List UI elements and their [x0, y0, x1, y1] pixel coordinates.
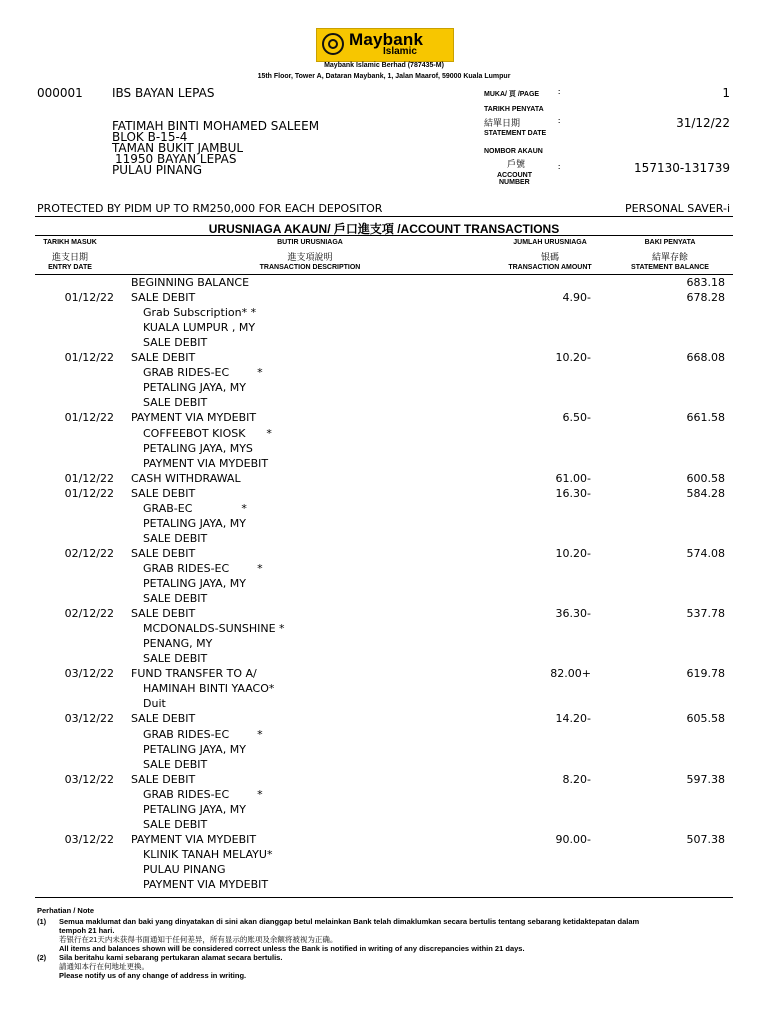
account-number-label-zh: 戶號: [507, 160, 526, 170]
description-cell: SALE DEBIT: [143, 817, 208, 831]
table-row: [0, 803, 768, 818]
page-value: 1: [722, 86, 730, 100]
description-cell: PETALING JAYA, MY: [143, 516, 246, 530]
entry-date-cell: 02/12/22: [64, 546, 114, 560]
note-line: All items and balances shown will be considered correct unless the Bank is notified in writing of any discrepancies within 21 days.: [59, 944, 525, 953]
description-cell: SALE DEBIT: [131, 291, 196, 305]
maybank-logo: [316, 28, 454, 62]
description-cell: SALE DEBIT: [131, 772, 196, 786]
description-cell: SALE DEBIT: [143, 757, 208, 771]
table-row: [0, 788, 768, 803]
description-cell: GRAB RIDES-EC *: [143, 727, 263, 741]
note-line: 若银行在21天内未获得书面通知于任何差异，所有显示的账项及余额将被视为正确。: [59, 935, 338, 944]
description-cell: PAYMENT VIA MYDEBIT: [143, 456, 269, 470]
table-row: [0, 517, 768, 532]
table-row: [0, 622, 768, 637]
entry-date-cell: 03/12/22: [64, 772, 114, 786]
description-cell: SALE DEBIT: [143, 592, 208, 606]
description-cell: BEGINNING BALANCE: [131, 276, 250, 289]
description-cell: PULAU PINANG: [143, 862, 226, 876]
amount-cell: 10.20-: [555, 546, 591, 560]
branch-name: IBS BAYAN LEPAS: [112, 86, 215, 100]
balance-cell: 537.78: [686, 607, 725, 621]
page-label: MUKA/ 頁 /PAGE: [484, 91, 540, 98]
table-row: [0, 306, 768, 321]
description-cell: SALE DEBIT: [143, 396, 208, 410]
customer-address: [112, 121, 319, 176]
table-row: [0, 547, 768, 562]
note-line: 請通知本行在何地址更換。: [59, 962, 149, 971]
description-cell: PAYMENT VIA MYDEBIT: [131, 832, 257, 846]
divider: [35, 274, 733, 275]
table-row: [0, 487, 768, 502]
balance-cell: 600.58: [686, 471, 725, 485]
entry-date-cell: 01/12/22: [64, 351, 114, 365]
balance-cell: 507.38: [686, 832, 725, 846]
column-header-ms: TARIKH MASUK: [43, 239, 97, 246]
table-row: [0, 381, 768, 396]
balance-cell: 661.58: [686, 411, 725, 425]
table-row: [0, 411, 768, 426]
product-name: PERSONAL SAVER-i: [625, 202, 730, 215]
balance-cell: 605.58: [686, 712, 725, 726]
description-cell: SALE DEBIT: [131, 712, 196, 726]
amount-cell: 16.30-: [555, 486, 591, 500]
table-row: [0, 682, 768, 697]
entry-date-cell: 02/12/22: [64, 607, 114, 621]
tiger-logo-icon: [322, 33, 344, 55]
table-row: [0, 562, 768, 577]
section-title: URUSNIAGA AKAUN/ 戶口進支項 /ACCOUNT TRANSACTIONS: [208, 222, 560, 236]
table-row: [0, 758, 768, 773]
entry-date-cell: 01/12/22: [64, 486, 114, 500]
balance-cell: 668.08: [686, 351, 725, 365]
amount-cell: 14.20-: [555, 712, 591, 726]
table-row: [0, 637, 768, 652]
statement-date-label-zh: 結單日期: [484, 119, 521, 129]
entry-date-cell: 01/12/22: [64, 411, 114, 425]
description-cell: Duit: [143, 697, 166, 711]
description-cell: GRAB-EC *: [143, 501, 247, 515]
table-row: [0, 848, 768, 863]
description-cell: MCDONALDS-SUNSHINE *: [143, 622, 285, 636]
balance-cell: 678.28: [686, 291, 725, 305]
balance-cell: 619.78: [686, 667, 725, 681]
table-row: [0, 427, 768, 442]
amount-cell: 10.20-: [555, 351, 591, 365]
column-header-en: ENTRY DATE: [48, 264, 92, 271]
description-cell: Grab Subscription* *: [143, 306, 257, 320]
column-header-en: STATEMENT BALANCE: [631, 264, 709, 271]
description-cell: CASH WITHDRAWAL: [131, 471, 241, 485]
description-cell: FUND TRANSFER TO A/: [131, 667, 257, 681]
address-line: 11950 BAYAN LEPAS: [115, 152, 237, 166]
table-row: [0, 833, 768, 848]
description-cell: GRAB RIDES-EC *: [143, 561, 263, 575]
table-row: [0, 442, 768, 457]
description-cell: PETALING JAYA, MY: [143, 802, 246, 816]
description-cell: SALE DEBIT: [143, 652, 208, 666]
entry-date-cell: 03/12/22: [64, 712, 114, 726]
column-header-ms: BUTIR URUSNIAGA: [277, 239, 343, 246]
description-cell: SALE DEBIT: [143, 336, 208, 350]
table-row: [0, 336, 768, 351]
note-1: [59, 917, 639, 953]
pidm-protection-notice: PROTECTED BY PIDM UP TO RM250,000 FOR EACH DEPOSITOR: [37, 202, 383, 215]
column-header-zh: 银碼: [540, 253, 559, 263]
entry-date-cell: 01/12/22: [64, 471, 114, 485]
table-row: [0, 321, 768, 336]
entry-date-cell: 03/12/22: [64, 832, 114, 846]
description-cell: KUALA LUMPUR , MY: [143, 321, 256, 335]
address-line: TAMAN BUKIT JAMBUL: [112, 141, 244, 155]
address-line: BLOK B-15-4: [112, 130, 188, 144]
table-row: [0, 863, 768, 878]
column-header-zh: 結單存餘: [651, 253, 688, 263]
bank-entity: Maybank Islamic Berhad (787435-M): [324, 62, 444, 69]
account-number-label-ms: NOMBOR AKAUN: [484, 148, 543, 155]
table-row: [0, 667, 768, 682]
table-row: [0, 697, 768, 712]
balance-cell: 597.38: [686, 772, 725, 786]
column-header-en: TRANSACTION DESCRIPTION: [259, 264, 361, 271]
column-header-ms: BAKI PENYATA: [644, 239, 696, 246]
description-cell: SALE DEBIT: [131, 607, 196, 621]
table-row: [0, 712, 768, 727]
amount-cell: 61.00-: [555, 471, 591, 485]
table-row: [0, 743, 768, 758]
divider: [35, 216, 733, 217]
account-number-value: 157130-131739: [634, 161, 730, 175]
table-row: [0, 366, 768, 381]
table-row: [0, 472, 768, 487]
account-colon: :: [558, 164, 561, 171]
table-row: [0, 592, 768, 607]
amount-cell: 8.20-: [562, 772, 591, 786]
table-row: [0, 502, 768, 517]
divider: [35, 235, 733, 236]
description-cell: SALE DEBIT: [131, 351, 196, 365]
note-line: tempoh 21 hari.: [59, 926, 115, 935]
address-line: PULAU PINANG: [112, 163, 203, 177]
table-row: [0, 878, 768, 893]
column-header-en: TRANSACTION AMOUNT: [508, 264, 592, 271]
table-row: [0, 291, 768, 306]
table-row: [0, 351, 768, 366]
table-row: [0, 532, 768, 547]
balance-cell: 574.08: [686, 546, 725, 560]
branch-code: 000001: [37, 86, 83, 100]
note-number: (2): [37, 953, 47, 962]
description-cell: GRAB RIDES-EC *: [143, 787, 263, 801]
entry-date-cell: 01/12/22: [64, 291, 114, 305]
column-header-zh: 進支日期: [51, 253, 88, 263]
description-cell: PETALING JAYA, MY: [143, 381, 246, 395]
column-header-zh: 進支項說明: [287, 253, 333, 263]
customer-name: FATIMAH BINTI MOHAMED SALEEM: [112, 119, 320, 133]
description-cell: PETALING JAYA, MY: [143, 742, 246, 756]
notes-heading: Perhatian / Note: [37, 906, 95, 915]
amount-cell: 90.00-: [555, 832, 591, 846]
description-cell: SALE DEBIT: [143, 531, 208, 545]
account-number-label-en2: NUMBER: [499, 179, 530, 186]
description-cell: PENANG, MY: [143, 637, 213, 651]
table-row: [0, 773, 768, 788]
account-number-label-en1: ACCOUNT: [497, 172, 532, 179]
bank-address: 15th Floor, Tower A, Dataran Maybank, 1, Jalan Maarof, 59000 Kuala Lumpur: [257, 73, 511, 80]
divider: [35, 897, 733, 898]
description-cell: PAYMENT VIA MYDEBIT: [143, 878, 269, 891]
table-row: [0, 652, 768, 667]
note-line: Please notify us of any change of address in writing.: [59, 971, 247, 980]
amount-cell: 82.00+: [550, 667, 591, 681]
note-number: (1): [37, 917, 47, 926]
amount-cell: 36.30-: [555, 607, 591, 621]
description-cell: PAYMENT VIA MYDEBIT: [131, 411, 257, 425]
page-colon: :: [558, 89, 561, 96]
table-row: [0, 457, 768, 472]
description-cell: PETALING JAYA, MY: [143, 577, 246, 590]
table-row: [0, 396, 768, 411]
statement-date-value: 31/12/22: [676, 116, 730, 130]
logo-brand-text: Maybank: [349, 30, 424, 49]
balance-cell: 584.28: [686, 486, 725, 500]
balance-cell: 683.18: [686, 276, 725, 289]
note-line: Semua maklumat dan baki yang dinyatakan di sini akan dianggap betul melainkan Bank telah dimaklumkan secara bertulis tentang sebarang ketidaktepatan dalam: [59, 917, 640, 926]
description-cell: PETALING JAYA, MYS: [143, 441, 253, 455]
description-cell: COFFEEBOT KIOSK *: [143, 426, 272, 440]
description-cell: HAMINAH BINTI YAACO*: [143, 682, 275, 696]
statement-date-label-en: STATEMENT DATE: [484, 130, 547, 137]
table-row: [0, 728, 768, 743]
amount-cell: 4.90-: [562, 291, 591, 305]
date-colon: :: [558, 118, 561, 125]
logo-sub-text: Islamic: [383, 46, 417, 57]
description-cell: GRAB RIDES-EC *: [143, 366, 263, 380]
note-line: Sila beritahu kami sebarang pertukaran alamat secara bertulis.: [59, 953, 283, 962]
table-row: [0, 818, 768, 833]
statement-date-label-ms: TARIKH PENYATA: [484, 106, 544, 113]
table-row: [0, 276, 768, 291]
amount-cell: 6.50-: [562, 411, 591, 425]
description-cell: SALE DEBIT: [131, 546, 196, 560]
column-header-ms: JUMLAH URUSNIAGA: [513, 239, 587, 246]
description-cell: KLINIK TANAH MELAYU*: [143, 847, 273, 861]
note-2: [59, 953, 282, 980]
table-row: [0, 607, 768, 622]
description-cell: SALE DEBIT: [131, 486, 196, 500]
entry-date-cell: 03/12/22: [64, 667, 114, 681]
table-row: [0, 577, 768, 592]
